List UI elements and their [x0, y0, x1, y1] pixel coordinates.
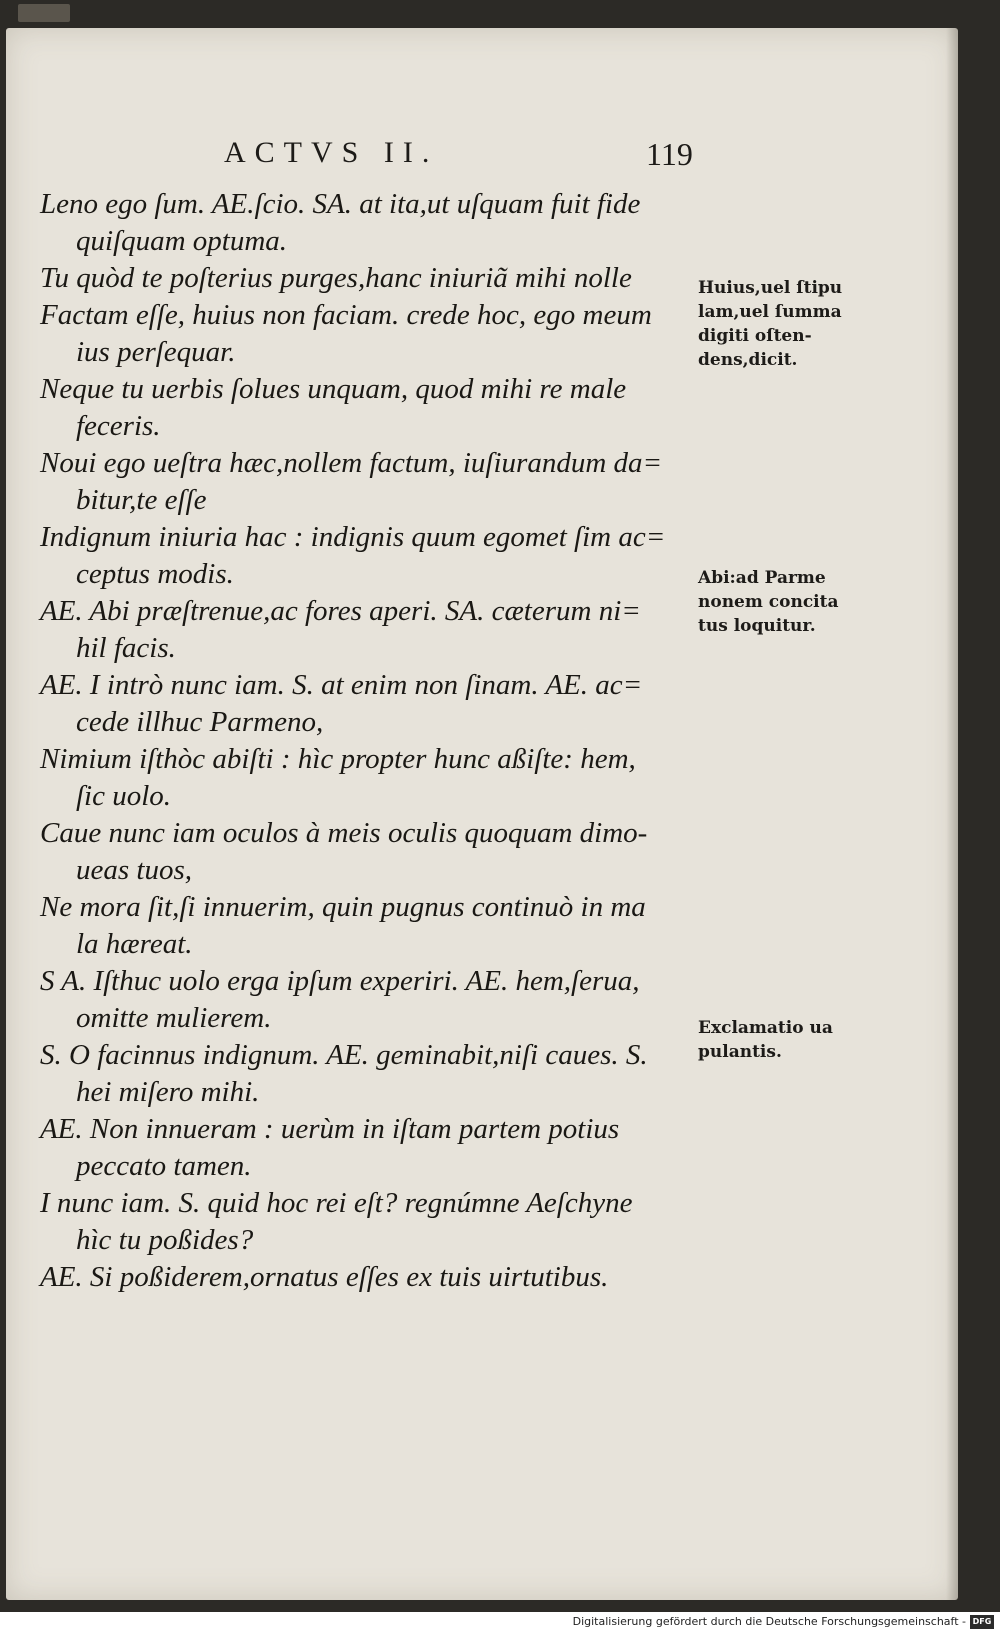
text-line: I nunc iam. S. quid hoc rei eſt? regnúmne Aeſchyne — [40, 1187, 633, 1219]
text-line: la hæreat. — [76, 928, 193, 960]
text-line: quiſquam optuma. — [76, 225, 288, 257]
text-line: Leno ego ſum. AE.ſcio. SA. at ita,ut uſquam fuit fide — [40, 188, 641, 220]
margin-note-line: nonem concita — [698, 592, 839, 612]
text-line: hil facis. — [76, 632, 176, 664]
text-line: Caue nunc iam oculos à meis oculis quoquam dimo- — [40, 817, 648, 849]
margin-note-line: Exclamatio ua — [698, 1018, 833, 1038]
text-line: peccato tamen. — [76, 1150, 252, 1182]
margin-note-line: tus loquitur. — [698, 616, 816, 636]
text-line: ceptus modis. — [76, 558, 234, 590]
page-header — [6, 136, 958, 176]
text-line: AE. Abi præſtrenue,ac fores aperi. SA. cæterum ni= — [40, 595, 641, 627]
margin-note-abi — [698, 566, 878, 638]
page-number: 119 — [646, 136, 693, 172]
text-line: ſic uolo. — [76, 780, 172, 812]
text-line: Indignum iniuria hac : indignis quum egomet ſim ac= — [40, 521, 666, 553]
margin-note-huius — [698, 276, 878, 372]
margin-note-line: pulantis. — [698, 1042, 782, 1062]
text-line: cede illhuc Parmeno, — [76, 706, 324, 738]
text-line: hei miſero mihi. — [76, 1076, 260, 1108]
book-page — [6, 28, 958, 1600]
text-line: AE. Non innueram : uerùm in iſtam partem potius — [40, 1113, 620, 1145]
text-line: bitur,te eſſe — [76, 484, 207, 516]
text-line: Ne mora ſit,ſi innuerim, quin pugnus continuò in ma — [40, 891, 646, 923]
text-line: ius perſequar. — [76, 336, 236, 368]
text-line: Tu quòd te poſterius purges,hanc iniuriã mihi nolle — [40, 262, 632, 294]
margin-note-line: lam,uel ſumma — [698, 302, 842, 322]
margin-note-line: dens,dicit. — [698, 350, 798, 370]
text-line: feceris. — [76, 410, 161, 442]
text-line: Noui ego ueſtra hæc,nollem factum, iuſiurandum da= — [40, 447, 663, 479]
text-line: Neque tu uerbis ſolues unquam, quod mihi re male — [40, 373, 627, 405]
text-line: Factam eſſe, huius non faciam. crede hoc, ego meum — [40, 299, 652, 331]
margin-note-line: Abi:ad Parme — [698, 568, 826, 588]
text-line: omitte mulierem. — [76, 1002, 272, 1034]
text-line: hìc tu poßides? — [76, 1224, 254, 1256]
text-line: S A. Iſthuc uolo erga ipſum experiri. AE. hem,ſerua, — [40, 965, 640, 997]
page-edge-shadow — [946, 28, 958, 1600]
margin-note-line: digiti oſten- — [698, 326, 812, 346]
dfg-logo: DFG — [970, 1615, 994, 1629]
footer — [0, 1612, 1000, 1632]
main-text — [40, 186, 700, 1296]
text-line: S. O facinnus indignum. AE. geminabit,niſi caues. S. — [40, 1039, 648, 1071]
running-head: ACTVS II. — [224, 136, 439, 169]
margin-note-exclamatio — [698, 1016, 878, 1064]
text-line: ueas tuos, — [76, 854, 192, 886]
text-line: AE. Si poßiderem,ornatus eſſes ex tuis uirtutibus. — [40, 1261, 609, 1293]
text-line: AE. I intrò nunc iam. S. at enim non ſinam. AE. ac= — [40, 669, 643, 701]
footer-credit: Digitalisierung gefördert durch die Deutsche Forschungsgemeinschaft - — [572, 1615, 966, 1628]
margin-note-line: Huius,uel ſtipu — [698, 278, 843, 298]
text-line: Nimium iſthòc abiſti : hìc propter hunc aßiſte: hem, — [40, 743, 636, 775]
corner-mark — [18, 4, 70, 22]
